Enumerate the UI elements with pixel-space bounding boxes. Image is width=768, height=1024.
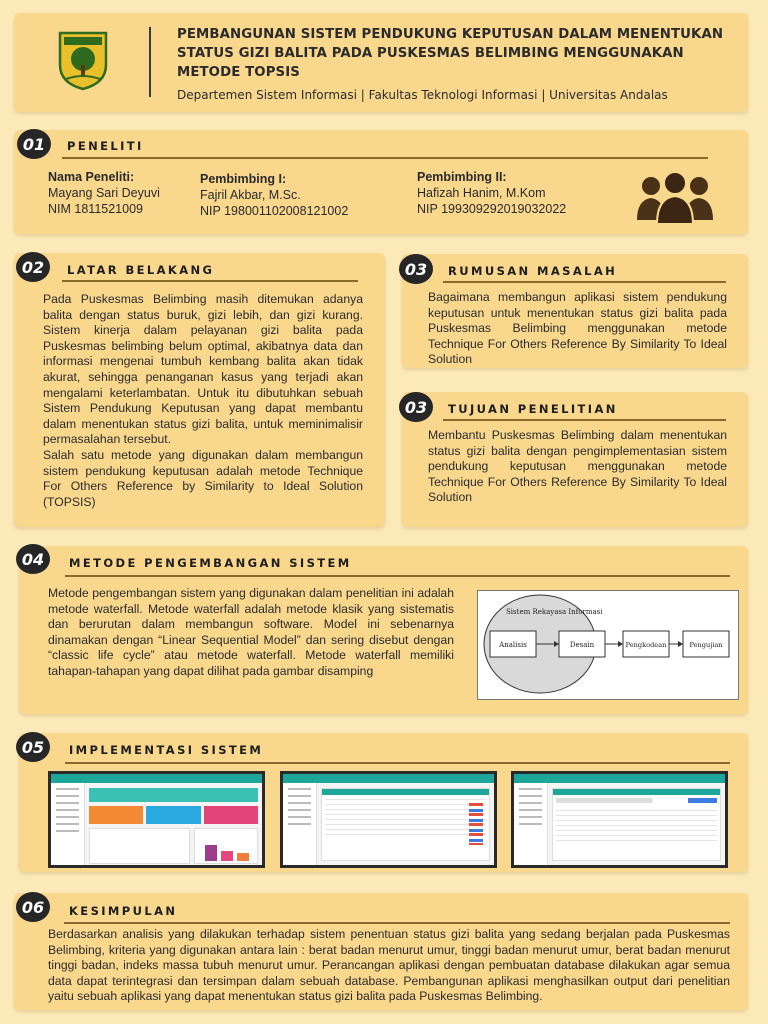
- advisor1-label: Pembimbing I:: [200, 172, 287, 186]
- advisor2-info: [417, 169, 617, 217]
- poster-subtitle: Departemen Sistem Informasi | Fakultas Teknologi Informasi | Universitas Andalas: [177, 88, 668, 102]
- section-number-02: 02: [16, 252, 50, 282]
- header-divider: [149, 27, 151, 97]
- ranking-table-screenshot: [511, 771, 728, 868]
- section-number-04: 04: [16, 544, 50, 574]
- header-card: [14, 13, 748, 112]
- waterfall-diagram: [477, 590, 739, 700]
- kesimpulan-text: Berdasarkan analisis yang dilakukan terhadap sistem penentuan status gizi balita yang sedang berjalan pada Puskesmas Belimbing, kriteria yang digunakan antara lain : berat badan menurut umur, tinggi badan menurut umur, berat badan menurut tinggi badan, indeks massa tubuh menurut umur. Perancangan aplikasi dengan pembuatan database dilakukan agar semua data dapat terintegrasi dan tersimpan dalam sebuah database. Pembangunan aplikasi menghasilkan output dari penelitian yaitu sebuah aplikasi yang dapat menentukan status gizi balita pada Puskesmas Belimbing.: [48, 927, 730, 1004]
- metode-card: [19, 546, 748, 714]
- advisor1-name: Fajril Akbar, M.Sc.: [200, 188, 301, 202]
- data-table-screenshot: [280, 771, 497, 868]
- step-pengkodean: Pengkodean: [625, 641, 667, 649]
- tujuan-card: [402, 392, 748, 527]
- implementasi-card: [19, 733, 748, 872]
- peneliti-rule: [62, 157, 708, 159]
- kesimpulan-heading: KESIMPULAN: [69, 904, 178, 918]
- latar-paragraph-1: Pada Puskesmas Belimbing masih ditemukan adanya balita dengan status buruk, gizi lebih, dan gizi kurang. Sistem kinerja dalam pelayanan gizi balita pada Puskesmas belimbing belum optimal, akibatnya data dan informasi mengenai tumbuh kembang balita akan tidak akurat, sehingga penanganan kasus yang terjadi akan mengalami keterlambatan. Untuk itu dibutuhkan sebuah Sistem Pendukung Keputusan yang dapat membantu dalam menentukan status gizi balita, untuk meminimalisir permasalahan tersebut.: [43, 292, 363, 447]
- implementasi-heading: IMPLEMENTASI SISTEM: [69, 743, 264, 757]
- dashboard-screenshot: [48, 771, 265, 868]
- step-desain: Desain: [569, 641, 595, 649]
- researcher-name: Mayang Sari Deyuvi: [48, 186, 160, 200]
- researcher-id: NIM 1811521009: [48, 202, 143, 216]
- implementasi-rule: [65, 762, 730, 764]
- latar-card: [14, 253, 385, 527]
- people-group-icon: [635, 170, 715, 228]
- rumusan-heading: RUMUSAN MASALAH: [448, 264, 618, 278]
- peneliti-card: [14, 130, 748, 234]
- advisor1-id: NIP 198001102008121002: [200, 204, 349, 218]
- section-number-01: 01: [17, 129, 51, 159]
- rumusan-card: [402, 254, 748, 368]
- kesimpulan-card: [14, 893, 748, 1010]
- tujuan-heading: TUJUAN PENELITIAN: [448, 402, 618, 416]
- university-emblem-icon: [56, 29, 110, 91]
- latar-paragraph-2: Salah satu metode yang digunakan dalam membangun sistem pendukung keputusan adalah metode Technique For Others Reference by Similarity to Ideal Solution (TOPSIS): [43, 447, 363, 509]
- poster-title: PEMBANGUNAN SISTEM PENDUKUNG KEPUTUSAN DALAM MENENTUKAN STATUS GIZI BALITA PADA PUSKESMAS BELIMBING MENGGUNAKAN METODE TOPSIS: [177, 27, 724, 80]
- rumusan-text: Bagaimana membangun aplikasi sistem pendukung keputusan untuk menentukan status gizi balita pada Puskesmas Belimbing menggunakan metode Technique For Others Reference By Similarity To Ideal Solution: [428, 290, 727, 367]
- latar-rule: [62, 280, 358, 282]
- researcher-info: [48, 169, 198, 217]
- tujuan-rule: [443, 419, 726, 421]
- metode-rule: [65, 575, 730, 577]
- advisor2-id: NIP 199309292019032022: [417, 202, 567, 216]
- advisor1-info: [200, 171, 390, 219]
- rumusan-rule: [443, 281, 726, 283]
- metode-heading: METODE PENGEMBANGAN SISTEM: [69, 556, 352, 570]
- section-number-05: 05: [16, 732, 50, 762]
- advisor2-label: Pembimbing II:: [417, 170, 507, 184]
- advisor2-name: Hafizah Hanim, M.Kom: [417, 186, 546, 200]
- diagram-ellipse-label: Sistem Rekayasa Informasi: [506, 608, 603, 616]
- step-pengujian: Pengujian: [689, 641, 723, 649]
- kesimpulan-rule: [64, 922, 730, 924]
- step-analisis: Analisis: [499, 641, 527, 649]
- latar-heading: LATAR BELAKANG: [67, 263, 215, 277]
- section-number-06: 06: [16, 892, 50, 922]
- researcher-label: Nama Peneliti:: [48, 170, 135, 184]
- metode-text: Metode pengembangan sistem yang digunakan dalam penelitian ini adalah metode waterfall. Metode waterfall adalah metode klasik yang sistematis dan berurutan dalam membangun software. Model ini sebenarnya dinamakan dengan “Linear Sequential Model” dan sering disebut dengan “classic life cycle” atau metode waterfall. Metode waterfall memiliki tahapan-tahapan yang dapat dilihat pada gambar disamping: [48, 586, 454, 678]
- section-number-03b: 03: [399, 392, 433, 422]
- peneliti-heading: PENELITI: [67, 139, 144, 153]
- tujuan-text: Membantu Puskesmas Belimbing dalam menentukan status gizi balita dengan pengimplementasian sistem pendukung keputusan menggunakan metode Technique For Others Reference By Similarity To Ideal Solution: [428, 428, 727, 505]
- latar-text: [43, 292, 363, 510]
- section-number-03a: 03: [399, 254, 433, 284]
